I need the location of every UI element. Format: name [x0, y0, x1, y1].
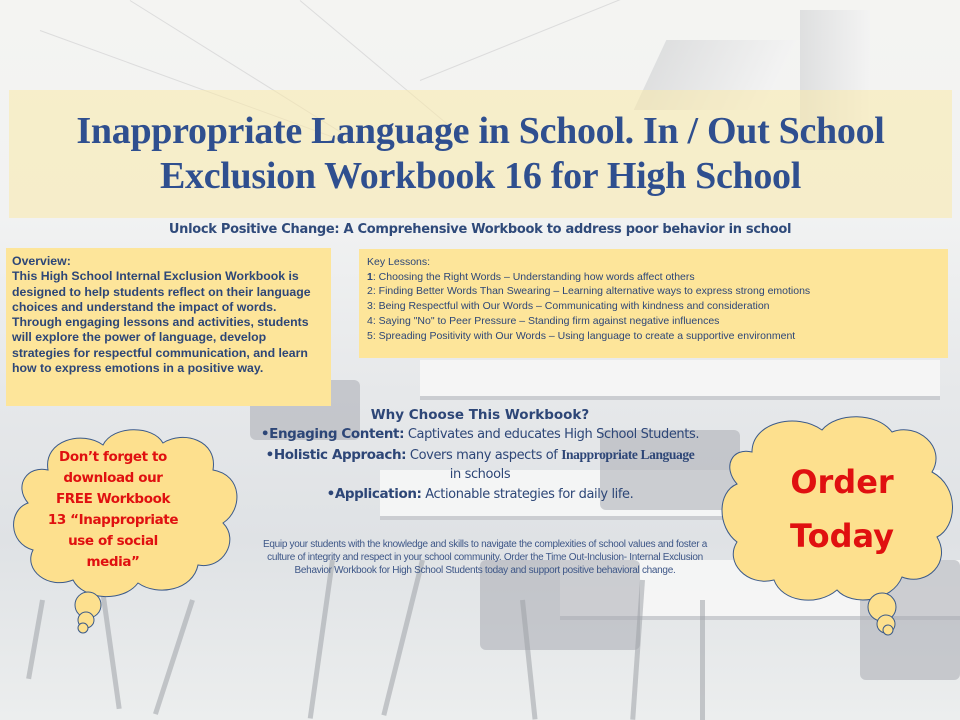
lesson-item: 2: Finding Better Words Than Swearing – Learning alternative ways to express strong emotions: [367, 285, 811, 298]
lesson-item: 4: Saying "No" to Peer Pressure – Standing firm against negative influences: [367, 314, 720, 327]
order-today-text: Order Today: [790, 463, 894, 555]
title-line-1: Inappropriate Language in School. In / Out School: [76, 110, 885, 152]
why-item-holistic: •Holistic Approach: Covers many aspects of Inappropriate Language in schools: [265, 446, 695, 482]
subtitle: Unlock Positive Change: A Comprehensive Workbook to address poor behavior in school: [168, 222, 792, 237]
key-lessons-box: [359, 249, 948, 358]
lesson-item: 1: Choosing the Right Words – Understanding how words affect others: [367, 270, 695, 283]
overview-body: This High School Internal Exclusion Workbook is designed to help students reflect on their language choices and understand the impact of words. Through engaging lessons and activities, students will explore the power of language, develop strategies for respectful communication, and learn how to express emotions in a positive way.: [12, 269, 311, 376]
why-heading: Why Choose This Workbook?: [370, 407, 590, 423]
title-line-2: Exclusion Workbook 16 for High School: [159, 155, 802, 197]
why-item-engaging: •Engaging Content: Captivates and educates High School Students.: [260, 426, 700, 442]
why-item-application: •Application: Actionable strategies for daily life.: [326, 485, 634, 502]
free-workbook-text: Don’t forget to download our FREE Workbook 13 “Inappropriate use of social media”: [47, 449, 179, 570]
free-workbook-cloud[interactable]: [8, 425, 248, 635]
key-lessons-heading: Key Lessons:: [367, 256, 431, 268]
order-today-cloud[interactable]: [712, 412, 960, 637]
page-title: [76, 109, 884, 199]
title-banner: [9, 90, 952, 218]
call-to-action-text: Equip your students with the knowledge and skills to navigate the complexities of school values and foster a culture of integrity and respect in your school community. Order the Time Out-Inclusion- Internal Exclusion Behavior Workbook for High School Students today and support positive behavioral change.: [263, 539, 707, 576]
lesson-item: 5: Spreading Positivity with Our Words – Using language to create a supportive environment: [367, 329, 796, 342]
overview-box: [6, 248, 331, 406]
lesson-item: 3: Being Respectful with Our Words – Communicating with kindness and consideration: [367, 300, 770, 313]
why-choose-section: [200, 405, 760, 504]
overview-heading: Overview:: [12, 254, 71, 268]
